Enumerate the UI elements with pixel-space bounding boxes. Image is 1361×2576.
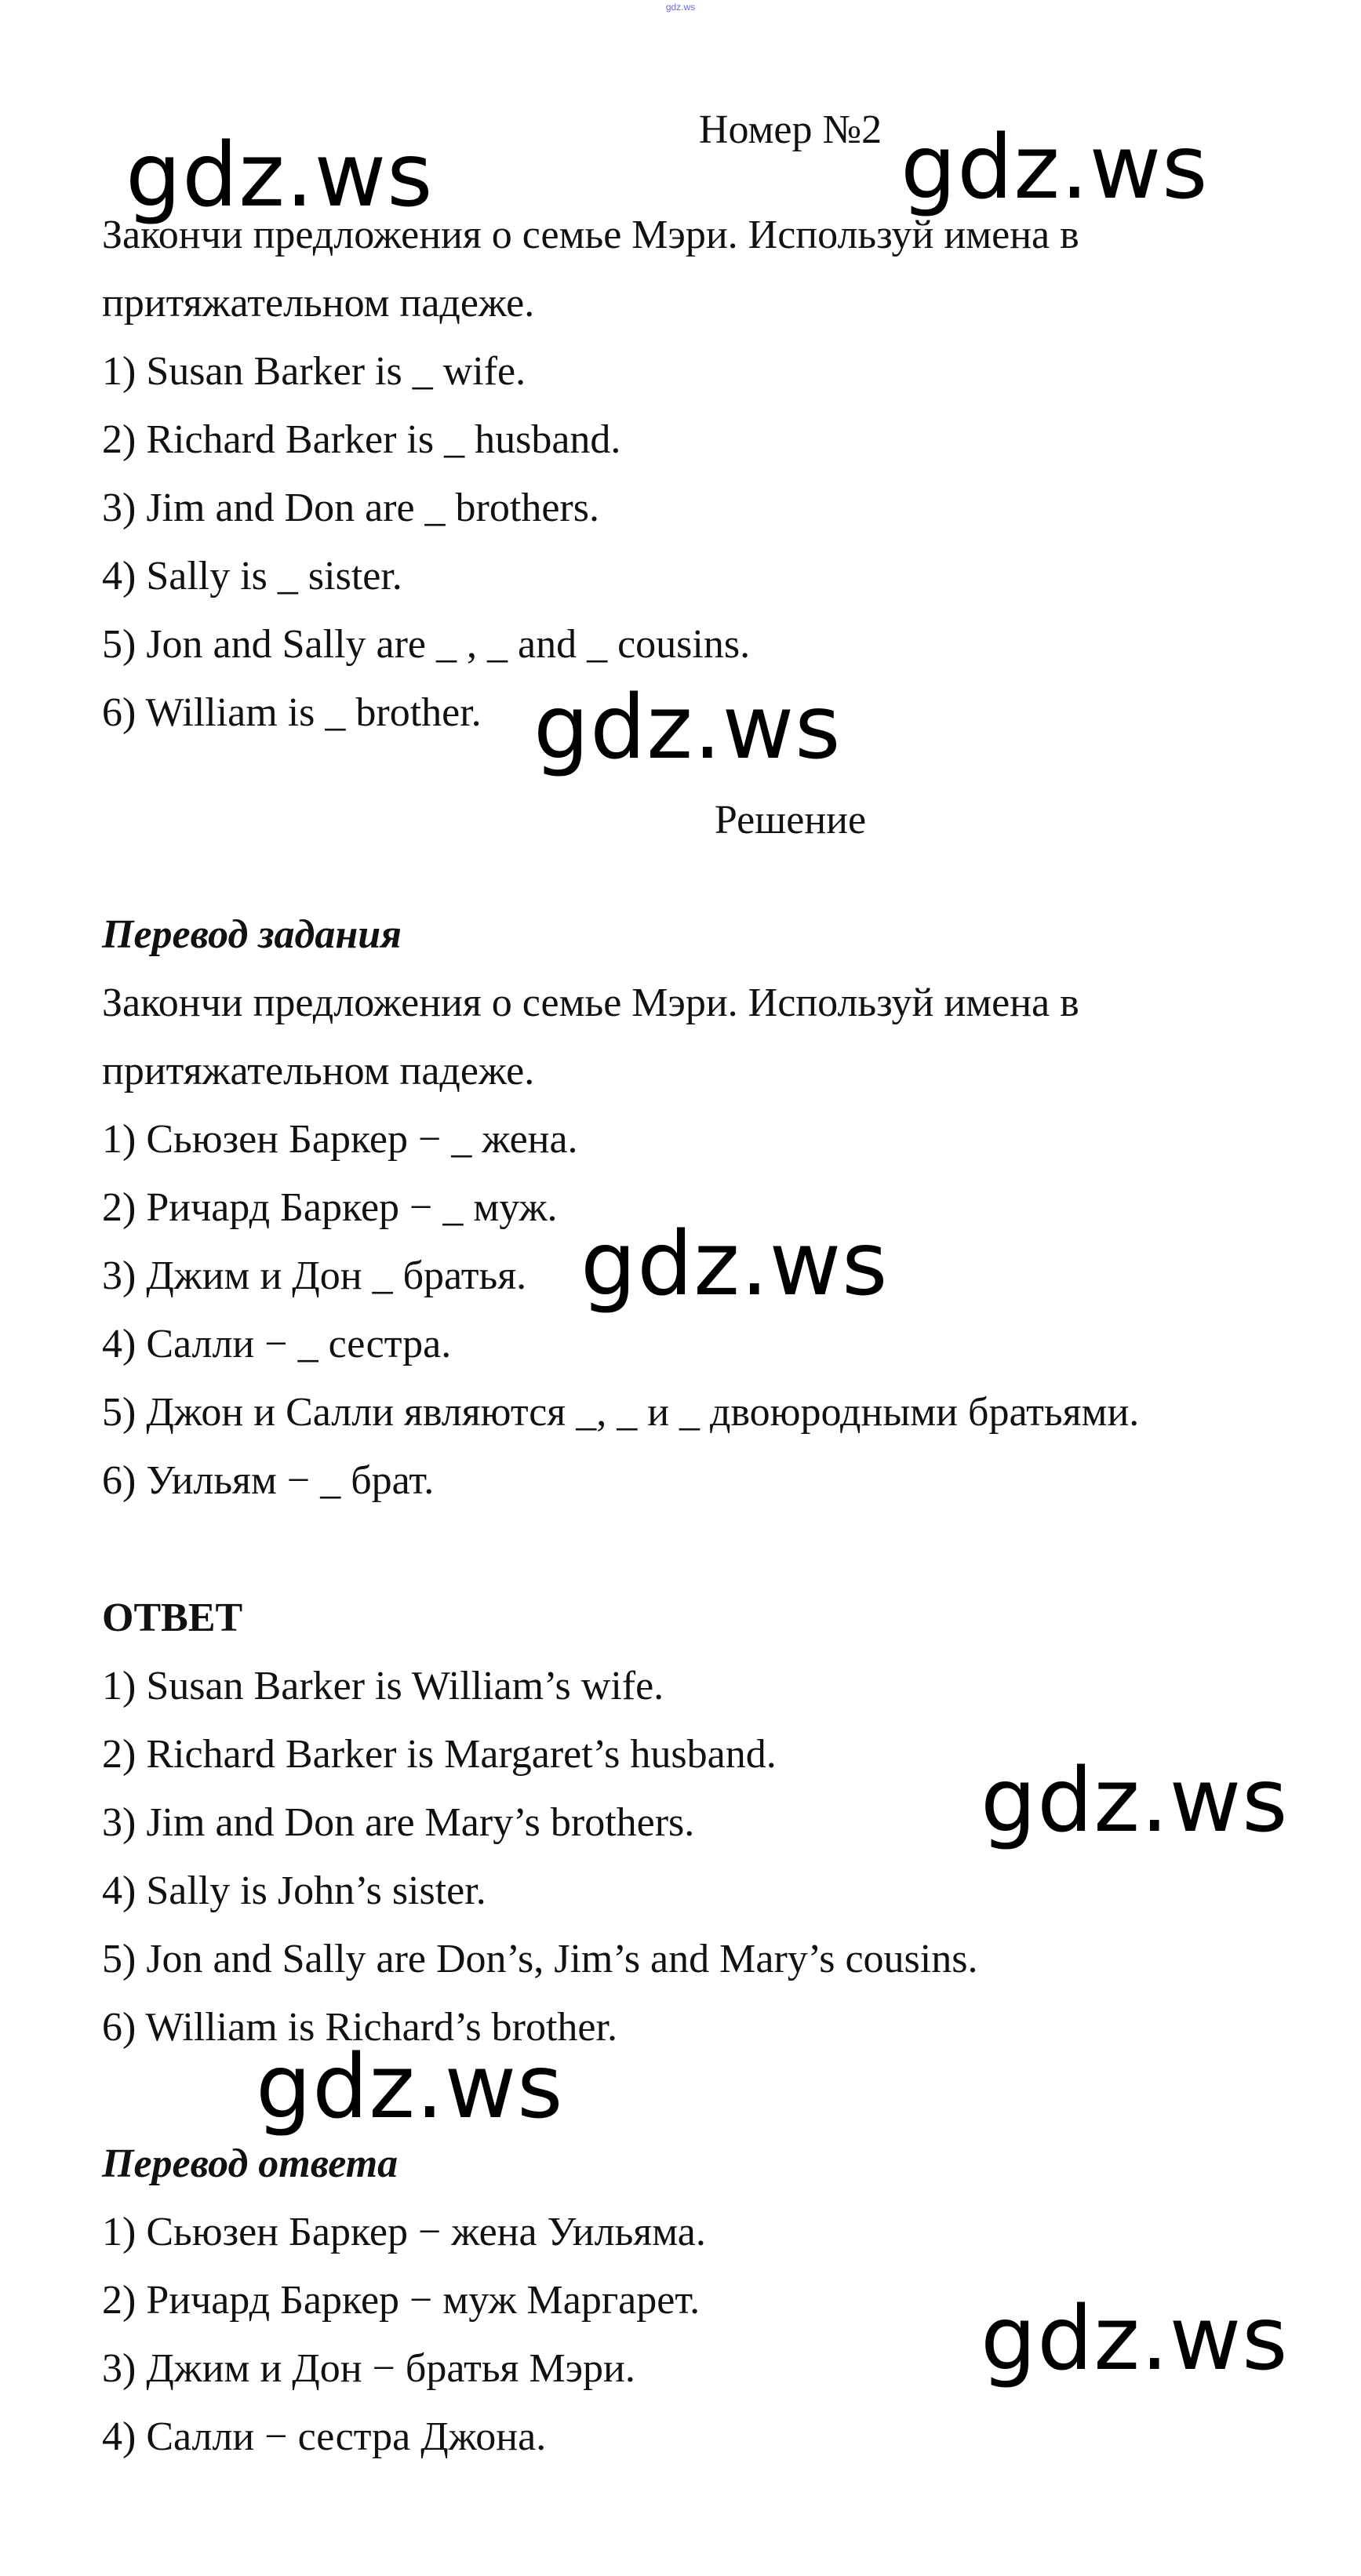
answer-line: 2) Richard Barker is Margaret’s husband. [102, 1732, 777, 1777]
solution-heading: Решение [714, 798, 867, 842]
answer-line: 1) Susan Barker is William’s wife. [102, 1664, 664, 1708]
task-translation-block [102, 901, 1341, 1515]
answer-line: 3) Jim and Don are Mary’s brothers. [102, 1800, 695, 1845]
task-translation-line: 6) Уильям − _ брат. [102, 1458, 435, 1503]
watermark: gdz.ws [256, 2036, 564, 2138]
watermark: gdz.ws [580, 1213, 889, 1315]
answer-translation-line: 2) Ричард Баркер − муж Маргарет. [102, 2278, 701, 2323]
answer-line: 6) William is Richard’s brother. [102, 2005, 617, 2050]
task-line: притяжательном падеже. [102, 281, 535, 326]
task-line: 1) Susan Barker is _ wife. [102, 349, 526, 394]
task-line: 6) William is _ brother. [102, 690, 482, 735]
task-translation-line: притяжательном падеже. [102, 1049, 535, 1093]
watermark: gdz.ws [981, 2288, 1289, 2390]
answer-translation-line: 3) Джим и Дон − братья Мэри. [102, 2346, 635, 2391]
answer-translation-line: 4) Салли − сестра Джона. [102, 2414, 547, 2459]
task-translation-line: 1) Сьюзен Баркер − _ жена. [102, 1117, 578, 1162]
watermark: gdz.ws [533, 677, 842, 779]
task-translation-line: 5) Джон и Салли являются _, _ и _ двоюродными братьями. [102, 1390, 1140, 1435]
watermark: gdz.ws [126, 125, 434, 227]
answer-translation-heading: Перевод ответа [102, 2141, 398, 2186]
task-line: 5) Jon and Sally are _ , _ and _ cousins. [102, 622, 751, 667]
top-site-mark: gdz.ws [665, 2, 696, 13]
task-translation-line: Закончи предложения о семье Мэри. Используй имена в [102, 981, 1079, 1025]
answer-line: 5) Jon and Sally are Don’s, Jim’s and Mary’s cousins. [102, 1937, 978, 1981]
task-line: 2) Richard Barker is _ husband. [102, 417, 621, 462]
task-translation-line: 3) Джим и Дон _ братья. [102, 1253, 527, 1298]
task-line: Закончи предложения о семье Мэри. Используй имена в [102, 213, 1079, 257]
task-translation-line: 4) Салли − _ сестра. [102, 1322, 452, 1366]
task-translation-heading: Перевод задания [102, 912, 402, 957]
task-line: 4) Sally is _ sister. [102, 554, 402, 599]
answer-translation-line: 1) Сьюзен Баркер − жена Уильяма. [102, 2210, 706, 2254]
task-line: 3) Jim and Don are _ brothers. [102, 486, 599, 530]
watermark: gdz.ws [901, 117, 1209, 219]
task-translation-line: 2) Ричард Баркер − _ муж. [102, 1185, 558, 1230]
watermark: gdz.ws [981, 1750, 1289, 1852]
task-block [102, 201, 1341, 747]
answer-line: 4) Sally is John’s sister. [102, 1868, 486, 1913]
page-title: Номер №2 [698, 107, 882, 152]
answer-heading: ОТВЕТ [102, 1595, 243, 1640]
